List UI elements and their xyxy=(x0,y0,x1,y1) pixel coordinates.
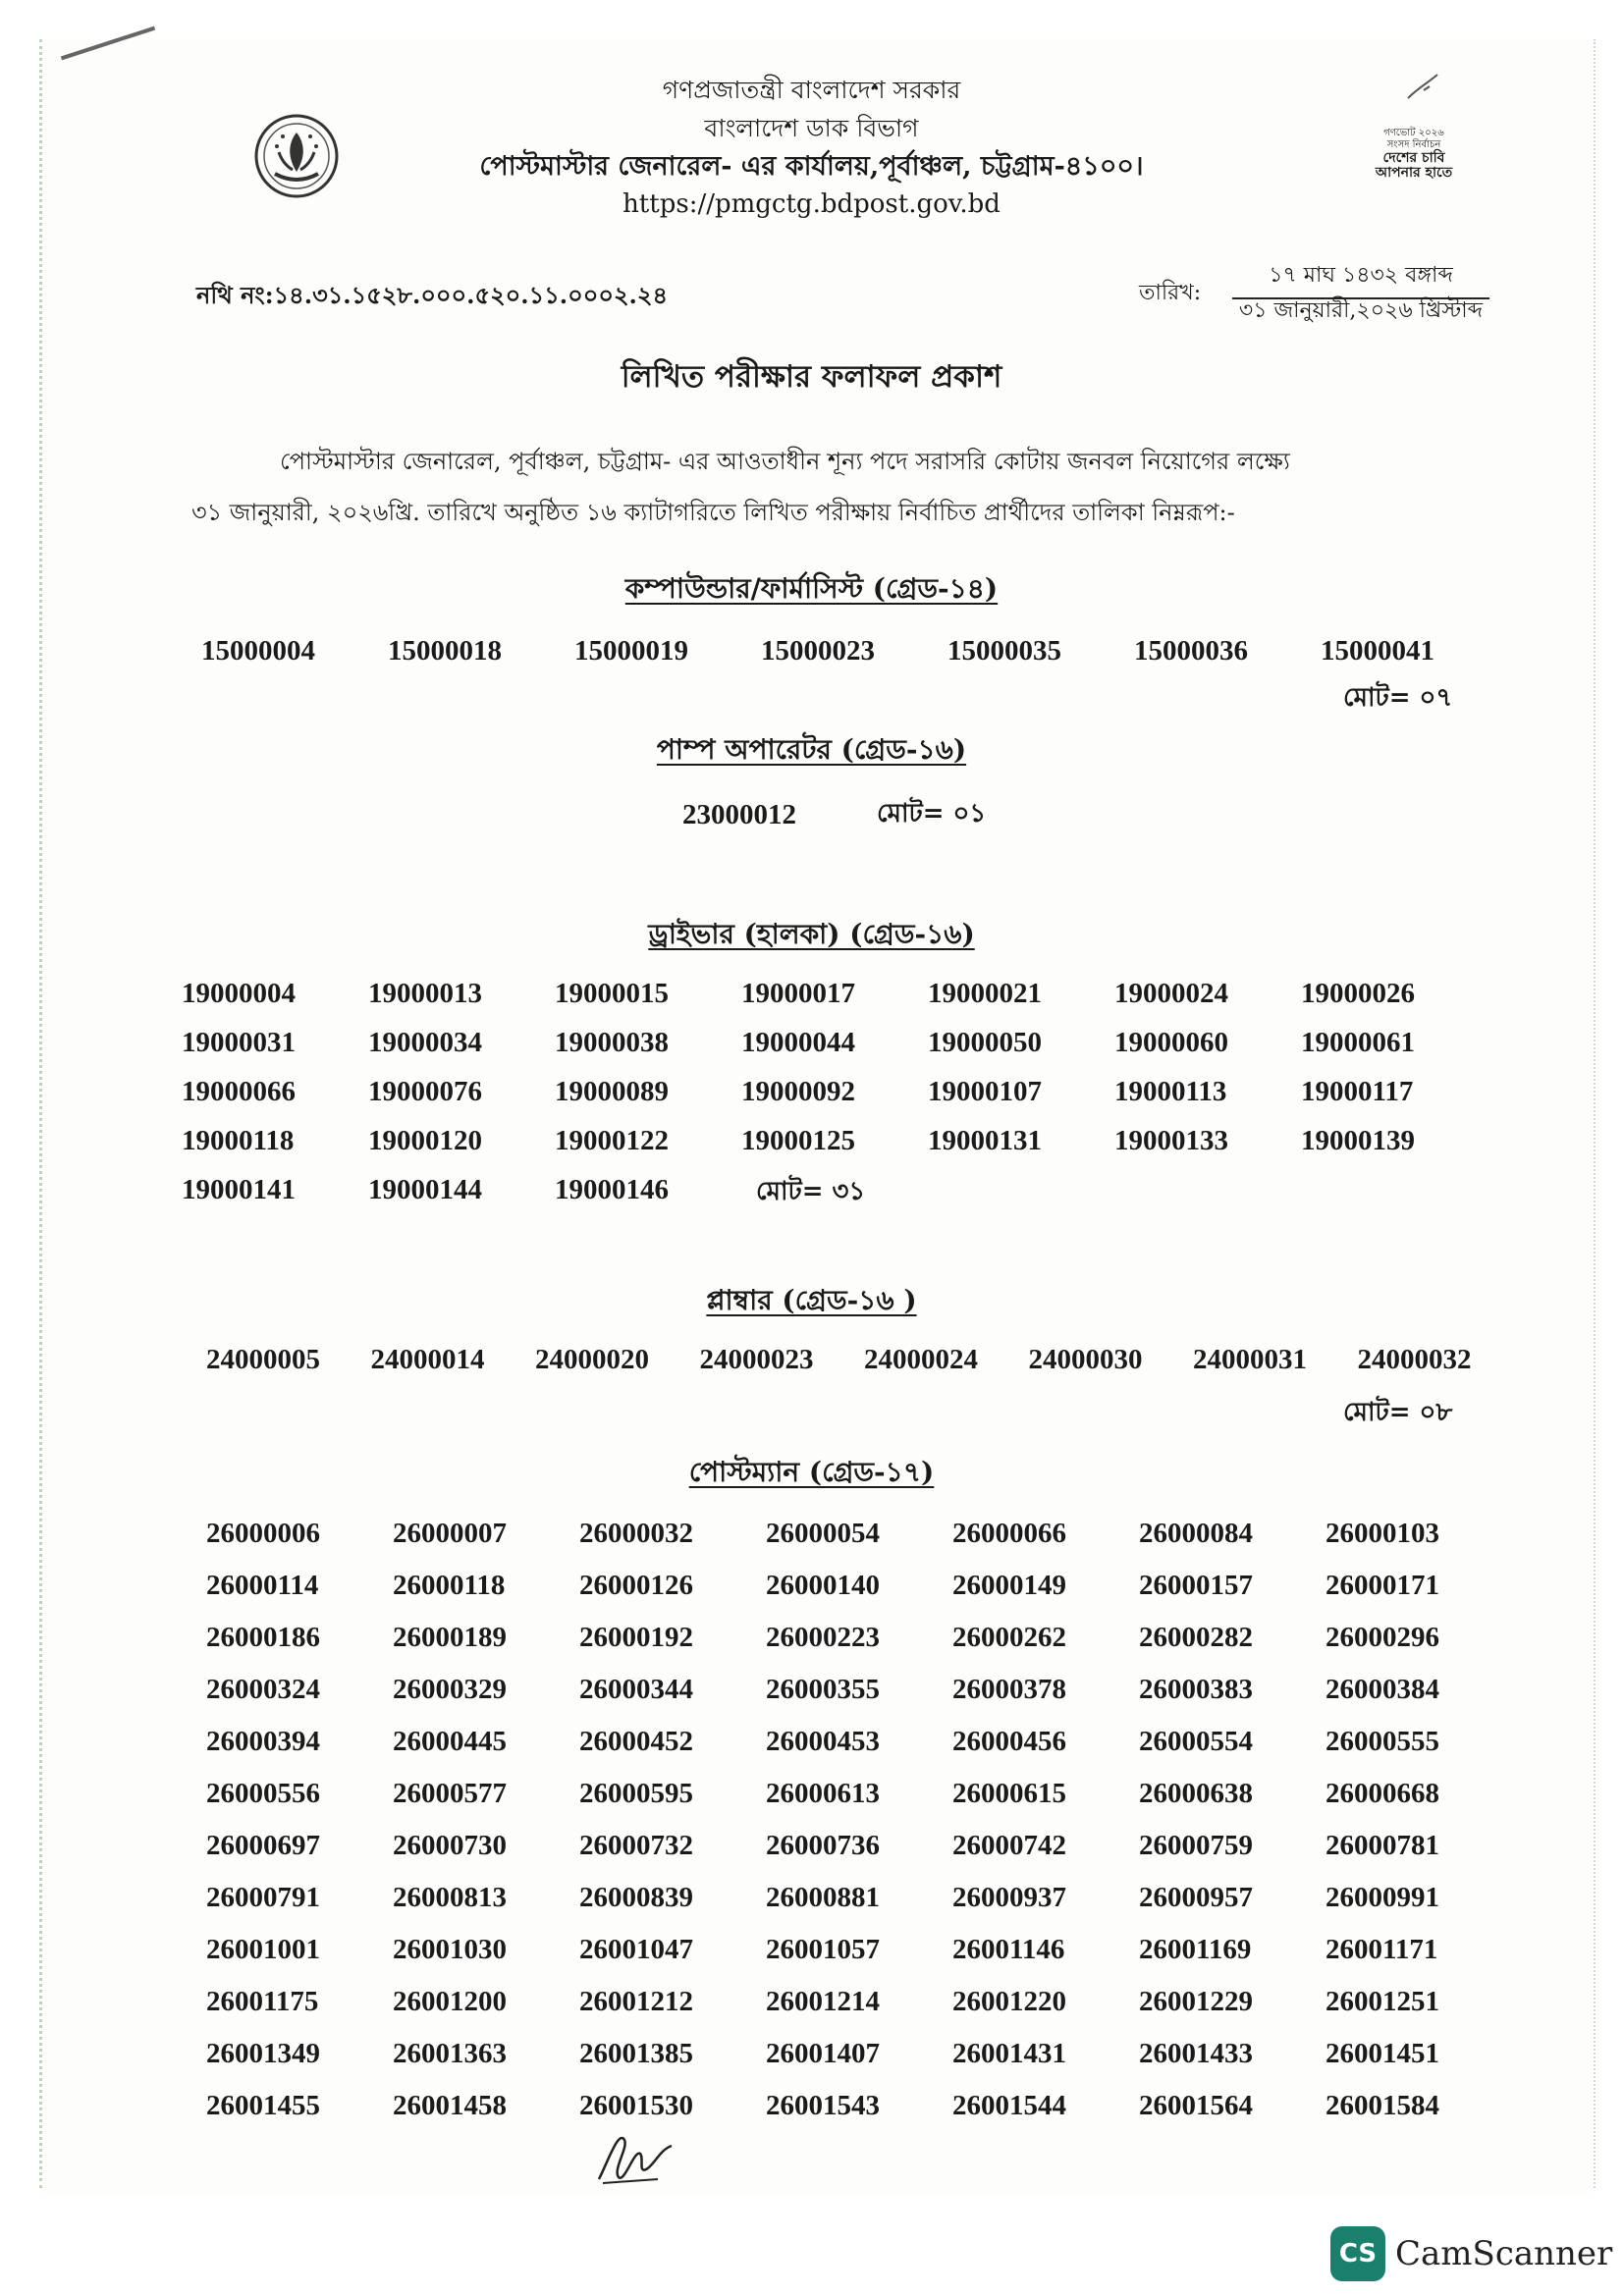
roll-list-plumber xyxy=(206,1333,1522,1386)
roll-number: 19000131 xyxy=(928,1125,1042,1156)
roll-number: 19000120 xyxy=(368,1125,482,1156)
roll-number: 26001433 xyxy=(1139,2038,1253,2069)
govt-name: গণপ্রজাতন্ত্রী বাংলাদেশ সরকার xyxy=(662,76,961,104)
total-driver: মোট= ৩১ xyxy=(756,1177,866,1206)
office-name: পোস্টমাস্টার জেনারেল- এর কার্যালয়,পূর্বাঞ্চল, চট্টগ্রাম-৪১০০। xyxy=(479,151,1144,182)
roll-number: 26001530 xyxy=(579,2090,693,2121)
roll-number: 26000595 xyxy=(579,1778,693,1809)
date-bangla: ১৭ মাঘ ১৪৩২ বঙ্গাব্দ xyxy=(1232,258,1489,299)
roll-number: 15000023 xyxy=(761,635,875,667)
roll-number: 26000730 xyxy=(393,1830,507,1861)
roll-number: 19000133 xyxy=(1114,1125,1228,1156)
roll-number: 24000030 xyxy=(1028,1344,1143,1375)
roll-list-pump xyxy=(682,788,849,841)
roll-number: 19000017 xyxy=(741,978,855,1009)
roll-number: 26000378 xyxy=(952,1674,1066,1705)
roll-number: 19000089 xyxy=(555,1076,669,1107)
roll-number: 26000556 xyxy=(206,1778,320,1809)
roll-number: 26000791 xyxy=(206,1882,320,1913)
slogan-line: আপনার হাতে xyxy=(1375,165,1453,181)
roll-number: 26000453 xyxy=(766,1726,880,1757)
roll-number: 26000355 xyxy=(766,1674,880,1705)
roll-number: 26001229 xyxy=(1139,1986,1253,2017)
roll-number: 26000032 xyxy=(579,1518,693,1549)
signature-mark xyxy=(589,2120,677,2189)
slogan-line: সংসদ নির্বাচন xyxy=(1386,139,1441,150)
roll-number: 26001455 xyxy=(206,2090,320,2121)
section-title-pump: পাম্প অপারেটর (গ্রেড-১৬) xyxy=(656,733,967,766)
roll-number: 19000076 xyxy=(368,1076,482,1107)
roll-number: 26001543 xyxy=(766,2090,880,2121)
roll-number: 19000141 xyxy=(182,1174,296,1205)
roll-number: 26000296 xyxy=(1325,1622,1439,1653)
intro-line: পোস্টমাস্টার জেনারেল, পূর্বাঞ্চল, চট্টগ্রাম- এর আওতাধীন শূন্য পদে সরাসরি কোটায় জনবল নিয়োগের লক্ষ্যে xyxy=(280,448,1290,475)
roll-number: 19000044 xyxy=(741,1027,855,1058)
roll-number: 26001349 xyxy=(206,2038,320,2069)
letterhead xyxy=(0,71,1623,224)
roll-number: 26000394 xyxy=(206,1726,320,1757)
roll-number: 26000189 xyxy=(393,1622,507,1653)
roll-number: 19000024 xyxy=(1114,978,1228,1009)
roll-number: 19000118 xyxy=(182,1125,295,1156)
roll-number: 26000114 xyxy=(206,1570,319,1601)
roll-number: 26000957 xyxy=(1139,1882,1253,1913)
roll-number: 26001251 xyxy=(1325,1986,1439,2017)
roll-number: 26001584 xyxy=(1325,2090,1439,2121)
roll-number: 19000066 xyxy=(182,1076,296,1107)
roll-number: 26000839 xyxy=(579,1882,693,1913)
roll-number: 26001544 xyxy=(952,2090,1066,2121)
roll-number: 19000061 xyxy=(1301,1027,1415,1058)
roll-number: 26000329 xyxy=(393,1674,507,1705)
roll-number: 24000032 xyxy=(1357,1344,1472,1375)
roll-number: 19000146 xyxy=(555,1174,669,1205)
roll-number: 26000445 xyxy=(393,1726,507,1757)
roll-number: 26000668 xyxy=(1325,1778,1439,1809)
roll-number: 26001200 xyxy=(393,1986,507,2017)
roll-number: 15000036 xyxy=(1134,635,1248,667)
roll-number: 19000060 xyxy=(1114,1027,1228,1058)
roll-number: 15000041 xyxy=(1321,635,1434,667)
roll-number: 26001146 xyxy=(952,1934,1065,1965)
roll-number: 19000113 xyxy=(1114,1076,1227,1107)
roll-number: 19000038 xyxy=(555,1027,669,1058)
memo-number: নথি নং:১৪.৩১.১৫২৮.০০০.৫২০.১১.০০০২.২৪ xyxy=(196,281,669,309)
roll-number: 26000066 xyxy=(952,1518,1066,1549)
roll-number: 15000019 xyxy=(574,635,688,667)
roll-number: 24000023 xyxy=(699,1344,814,1375)
roll-number: 26001214 xyxy=(766,1986,880,2017)
roll-number: 19000144 xyxy=(368,1174,482,1205)
roll-number: 26001363 xyxy=(393,2038,507,2069)
roll-number: 24000020 xyxy=(535,1344,649,1375)
roll-number: 19000117 xyxy=(1301,1076,1414,1107)
roll-number: 26000638 xyxy=(1139,1778,1253,1809)
roll-number: 26000006 xyxy=(206,1518,320,1549)
roll-number: 26001220 xyxy=(952,1986,1066,2017)
roll-number: 26000697 xyxy=(206,1830,320,1861)
roll-number: 19000015 xyxy=(555,978,669,1009)
roll-number: 19000125 xyxy=(741,1125,855,1156)
roll-number: 26000383 xyxy=(1139,1674,1253,1705)
roll-number: 26001057 xyxy=(766,1934,880,1965)
roll-number: 26000324 xyxy=(206,1674,320,1705)
camscanner-watermark xyxy=(1330,2226,1612,2281)
roll-number: 26000742 xyxy=(952,1830,1066,1861)
date-label: তারিখ: xyxy=(1139,281,1202,305)
roll-number: 26001385 xyxy=(579,2038,693,2069)
roll-number: 24000031 xyxy=(1193,1344,1307,1375)
intro-paragraph xyxy=(191,436,1488,538)
roll-number: 15000004 xyxy=(201,635,315,667)
camscanner-logo-icon: CS xyxy=(1330,2226,1385,2281)
roll-number: 26000384 xyxy=(1325,1674,1439,1705)
roll-number: 26000344 xyxy=(579,1674,693,1705)
roll-number: 24000024 xyxy=(864,1344,978,1375)
roll-number: 19000122 xyxy=(555,1125,669,1156)
roll-number: 26001458 xyxy=(393,2090,507,2121)
roll-number: 26000759 xyxy=(1139,1830,1253,1861)
roll-number: 26000223 xyxy=(766,1622,880,1653)
roll-number: 26000084 xyxy=(1139,1518,1253,1549)
camscanner-name: CamScanner xyxy=(1395,2234,1613,2273)
roll-number: 19000031 xyxy=(182,1027,296,1058)
roll-number: 15000018 xyxy=(388,635,502,667)
roll-number: 19000092 xyxy=(741,1076,855,1107)
roll-number: 19000021 xyxy=(928,978,1042,1009)
roll-number: 26000171 xyxy=(1325,1570,1439,1601)
roll-number: 26000186 xyxy=(206,1622,320,1653)
roll-number: 26001175 xyxy=(206,1986,319,2017)
roll-number: 26000613 xyxy=(766,1778,880,1809)
roll-number: 26001407 xyxy=(766,2038,880,2069)
department-name: বাংলাদেশ ডাক বিভাগ xyxy=(704,114,919,142)
section-title-postman: পোস্টম্যান (গ্রেড-১৭) xyxy=(688,1456,935,1488)
roll-list-compounder xyxy=(201,624,1507,677)
roll-number: 26001169 xyxy=(1139,1934,1252,1965)
roll-number: 26000881 xyxy=(766,1882,880,1913)
page-title: লিখিত পরীক্ষার ফলাফল প্রকাশ xyxy=(621,359,1002,395)
slogan-line: গণভোট ২০২৬ xyxy=(1383,128,1444,138)
roll-number: 26000103 xyxy=(1325,1518,1439,1549)
roll-number: 19000107 xyxy=(928,1076,1042,1107)
roll-number: 26000577 xyxy=(393,1778,507,1809)
section-title-compounder: কম্পাউন্ডার/ফার্মাসিস্ট (গ্রেড-১৪) xyxy=(624,572,999,605)
roll-number: 26001451 xyxy=(1325,2038,1439,2069)
roll-number: 26000555 xyxy=(1325,1726,1439,1757)
roll-number: 23000012 xyxy=(682,799,796,830)
roll-number: 26001212 xyxy=(579,1986,693,2017)
roll-number: 19000026 xyxy=(1301,978,1415,1009)
roll-number: 26001001 xyxy=(206,1934,320,1965)
roll-number: 15000035 xyxy=(947,635,1061,667)
roll-number: 19000013 xyxy=(368,978,482,1009)
roll-number: 26000007 xyxy=(393,1518,507,1549)
roll-number: 26000937 xyxy=(952,1882,1066,1913)
roll-number: 26000991 xyxy=(1325,1882,1439,1913)
roll-number: 26001047 xyxy=(579,1934,693,1965)
roll-number: 26000554 xyxy=(1139,1726,1253,1757)
roll-number: 26001030 xyxy=(393,1934,507,1965)
roll-number: 19000139 xyxy=(1301,1125,1415,1156)
roll-number: 26000452 xyxy=(579,1726,693,1757)
roll-number: 26001431 xyxy=(952,2038,1066,2069)
roll-number: 26000732 xyxy=(579,1830,693,1861)
total-plumber: মোট= ০৮ xyxy=(1343,1398,1453,1427)
roll-number: 26001564 xyxy=(1139,2090,1253,2121)
roll-number: 26000615 xyxy=(952,1778,1066,1809)
roll-number: 26000054 xyxy=(766,1518,880,1549)
roll-number: 26000813 xyxy=(393,1882,507,1913)
intro-line: ৩১ জানুয়ারী, ২০২৬খ্রি. তারিখে অনুষ্ঠিত ১৬ ক্যাটাগরিতে লিখিত পরীক্ষায় নির্বাচিত প্রার্থীদের তালিকা নিম্নরূপ:- xyxy=(191,499,1235,526)
total-compounder: মোট= ০৭ xyxy=(1343,683,1453,713)
section-title-driver: ড্রাইভার (হালকা) (গ্রেড-১৬) xyxy=(648,918,975,950)
roll-number: 26000262 xyxy=(952,1622,1066,1653)
roll-number: 19000034 xyxy=(368,1027,482,1058)
slogan-line: দেশের চাবি xyxy=(1382,150,1445,166)
roll-number: 26000157 xyxy=(1139,1570,1253,1601)
roll-number: 26000456 xyxy=(952,1726,1066,1757)
roll-number: 26000736 xyxy=(766,1830,880,1861)
roll-number: 26000192 xyxy=(579,1622,693,1653)
roll-number: 19000004 xyxy=(182,978,296,1009)
roll-number: 26000781 xyxy=(1325,1830,1439,1861)
total-pump: মোট= ০১ xyxy=(877,799,987,828)
roll-number: 26000118 xyxy=(393,1570,506,1601)
roll-number: 26001171 xyxy=(1325,1934,1438,1965)
roll-number: 26000282 xyxy=(1139,1622,1253,1653)
roll-number: 19000050 xyxy=(928,1027,1042,1058)
roll-number: 26000149 xyxy=(952,1570,1066,1601)
roll-number: 26000140 xyxy=(766,1570,880,1601)
date-gregorian: ৩১ জানুয়ারী,২০২৬ খ্রিস্টাব্দ xyxy=(1238,298,1484,323)
roll-list-postman xyxy=(206,1508,1512,2132)
section-title-plumber: প্লাম্বার (গ্রেড-১৬ ) xyxy=(706,1284,917,1316)
roll-number: 24000014 xyxy=(370,1344,485,1375)
office-url: https://pmgctg.bdpost.gov.bd xyxy=(622,189,1001,219)
roll-number: 26000126 xyxy=(579,1570,693,1601)
roll-number: 24000005 xyxy=(206,1344,320,1375)
